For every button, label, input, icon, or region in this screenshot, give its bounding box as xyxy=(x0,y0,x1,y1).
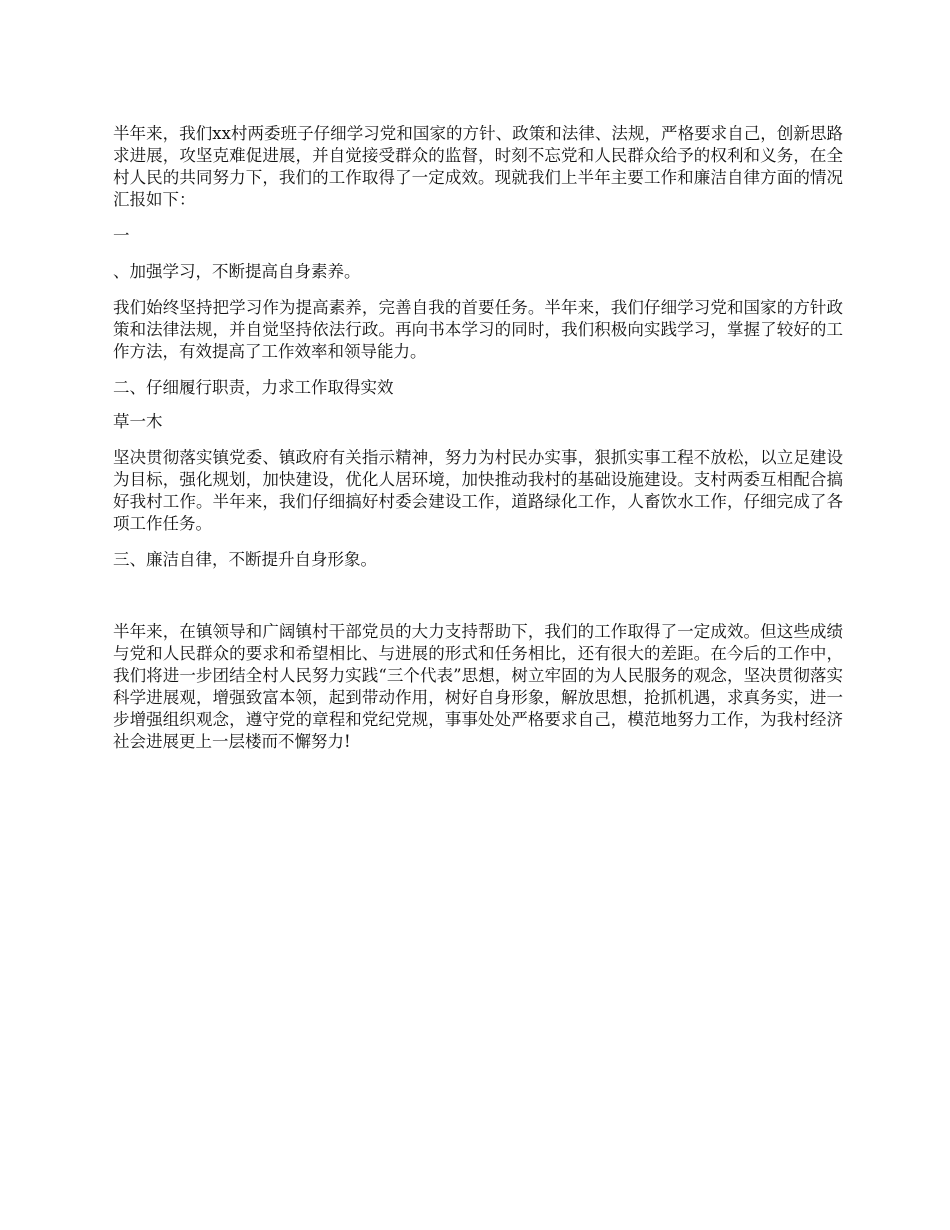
section-heading-integrity: 三、廉洁自律，不断提升自身形象。 xyxy=(113,550,377,569)
document-page xyxy=(113,123,843,753)
section-heading-duties: 二、仔细履行职责，力求工作取得实效 xyxy=(113,378,394,397)
section-heading-study: 、加强学习，不断提高自身素养。 xyxy=(113,262,361,281)
intro-paragraph: 半年来，我们xx村两委班子仔细学习党和国家的方针、政策和法律、法规，严格要求自己，创新思路求进展，攻坚克难促进展，并自觉接受群众的监督，时刻不忘党和人民群众给予的权利和义务，在全村人民的共同努力下，我们的工作取得了一定成效。现就我们上半年主要工作和廉洁自律方面的情况汇报如下： xyxy=(113,124,843,209)
study-paragraph: 我们始终坚持把学习作为提高素养，完善自我的首要任务。半年来，我们仔细学习党和国家的方针政策和法律法规，并自觉坚持依法行政。再向书本学习的同时，我们积极向实践学习，掌握了较好的工作方法，有效提高了工作效率和领导能力。 xyxy=(113,298,843,361)
section-number-one: 一 xyxy=(113,226,130,245)
duties-paragraph: 坚决贯彻落实镇党委、镇政府有关指示精神，努力为村民办实事，狠抓实事工程不放松，以立足建设为目标，强化规划，加快建设，优化人居环境，加快推动我村的基础设施建设。支村两委互相配合搞好我村工作。半年来，我们仔细搞好村委会建设工作，道路绿化工作，人畜饮水工作，仔细完成了各项工作任务。 xyxy=(113,448,843,533)
conclusion-paragraph: 半年来，在镇领导和广阔镇村干部党员的大力支持帮助下，我们的工作取得了一定成效。但这些成绩与党和人民群众的要求和希望相比、与进展的形式和任务相比，还有很大的差距。在今后的工作中，我们将进一步团结全村人民努力实践“三个代表”思想，树立牢固的为人民服务的观念，坚决贯彻落实科学进展观，增强致富本领，起到带动作用，树好自身形象，解放思想，抢抓机遇，求真务实，进一步增强组织观念，遵守党的章程和党纪党规，事事处处严格要求自己，模范地努力工作，为我村经济社会进展更上一层楼而不懈努力! xyxy=(113,622,843,751)
fragment-text: 草一木 xyxy=(113,412,163,431)
